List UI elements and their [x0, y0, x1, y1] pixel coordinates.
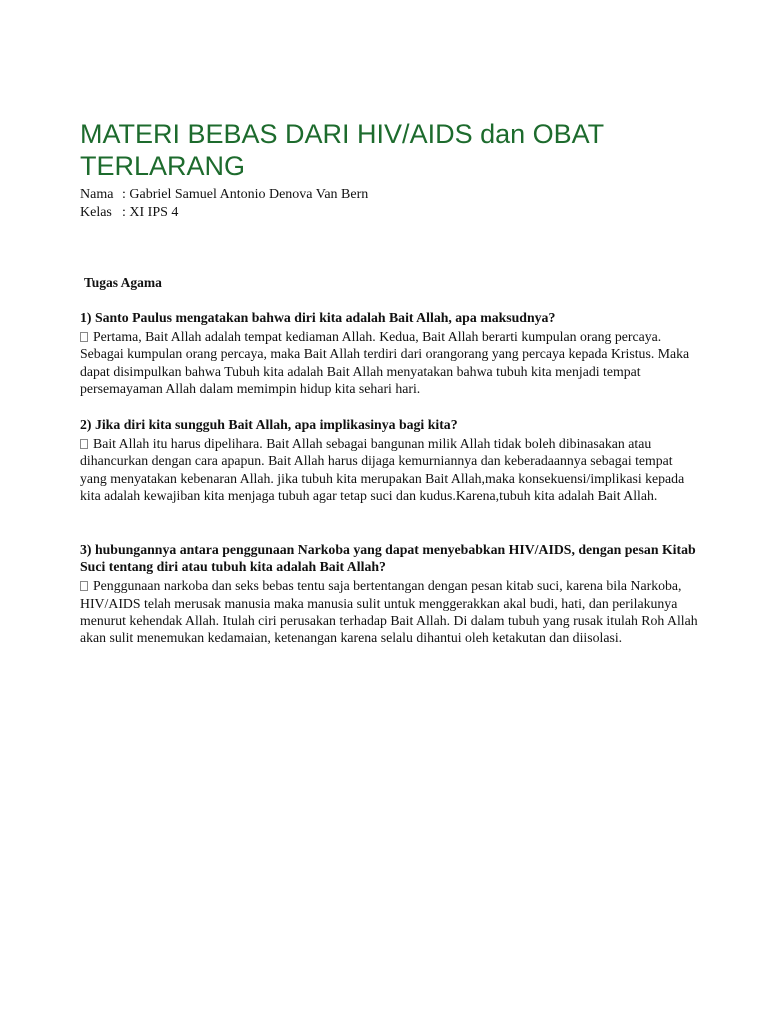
bullet-icon [80, 332, 88, 342]
name-label: Nama [80, 187, 114, 202]
question-section-2 [80, 416, 700, 504]
task-label: Tugas Agama [84, 275, 162, 290]
class-row [80, 204, 368, 222]
answer-3 [80, 577, 700, 646]
bullet-icon [80, 581, 88, 591]
question-3: 3) hubungannya antara penggunaan Narkoba yang dapat menyebabkan HIV/AIDS, dengan pesan Kitab Suci tentang diri atau tubuh kita adalah Bait Allah? [80, 542, 696, 575]
name-row [80, 186, 368, 204]
class-label: Kelas [80, 205, 112, 220]
answer-1-text: Pertama, Bait Allah adalah tempat kediaman Allah. Kedua, Bait Allah berarti kumpulan orang percaya. Sebagai kumpulan orang percaya, maka Bait Allah terdiri dari orangorang yang percaya kepada Kristus. Maka dapat disimpulkan bahwa Tubuh kita adalah Bait Allah menyatakan bahwa tubuh kita menjadi tempat persemayaman Allah dalam memimpin hidup kita sehari hari. [80, 329, 690, 396]
class-value: : XI IPS 4 [122, 205, 179, 220]
student-info [80, 186, 368, 222]
bullet-icon [80, 439, 88, 449]
answer-2 [80, 435, 700, 504]
question-2: 2) Jika diri kita sungguh Bait Allah, apa implikasinya bagi kita? [80, 417, 458, 432]
question-1: 1) Santo Paulus mengatakan bahwa diri kita adalah Bait Allah, apa maksudnya? [80, 310, 556, 325]
answer-3-text: Penggunaan narkoba dan seks bebas tentu saja bertentangan dengan pesan kitab suci, karena bila Narkoba, HIV/AIDS telah merusak manusia maka manusia sulit untuk menggerakkan akal budi, hati, dan perilakunya menurut kehendak Allah. Itulah ciri perusakan terhadap Bait Allah. Di dalam tubuh yang rusak itulah Roh Allah akan sulit menemukan kedamaian, ketenangan karena selalu dihantui oleh ketakutan dan diisolasi. [80, 578, 698, 646]
question-section-1 [80, 309, 700, 397]
answer-2-text: Bait Allah itu harus dipelihara. Bait Allah sebagai bangunan milik Allah tidak boleh dibinasakan atau dihancurkan dengan cara apapun. Bait Allah harus dijaga kemurniannya dan keberadaannya sebagai tempat yang menyatakan kebenaran Allah. jika tubuh kita merupakan Bait Allah,maka konsekuensi/implikasi kepada kita adalah kewajiban kita menjaga tubuh agar tetap suci dan kudus.Karena,tubuh kita adalah Bait Allah. [80, 436, 685, 503]
question-section-3 [80, 541, 700, 646]
answer-1 [80, 328, 700, 397]
document-title: MATERI BEBAS DARI HIV/AIDS dan OBAT TERLARANG [80, 119, 604, 181]
name-value: : Gabriel Samuel Antonio Denova Van Bern [122, 187, 369, 202]
